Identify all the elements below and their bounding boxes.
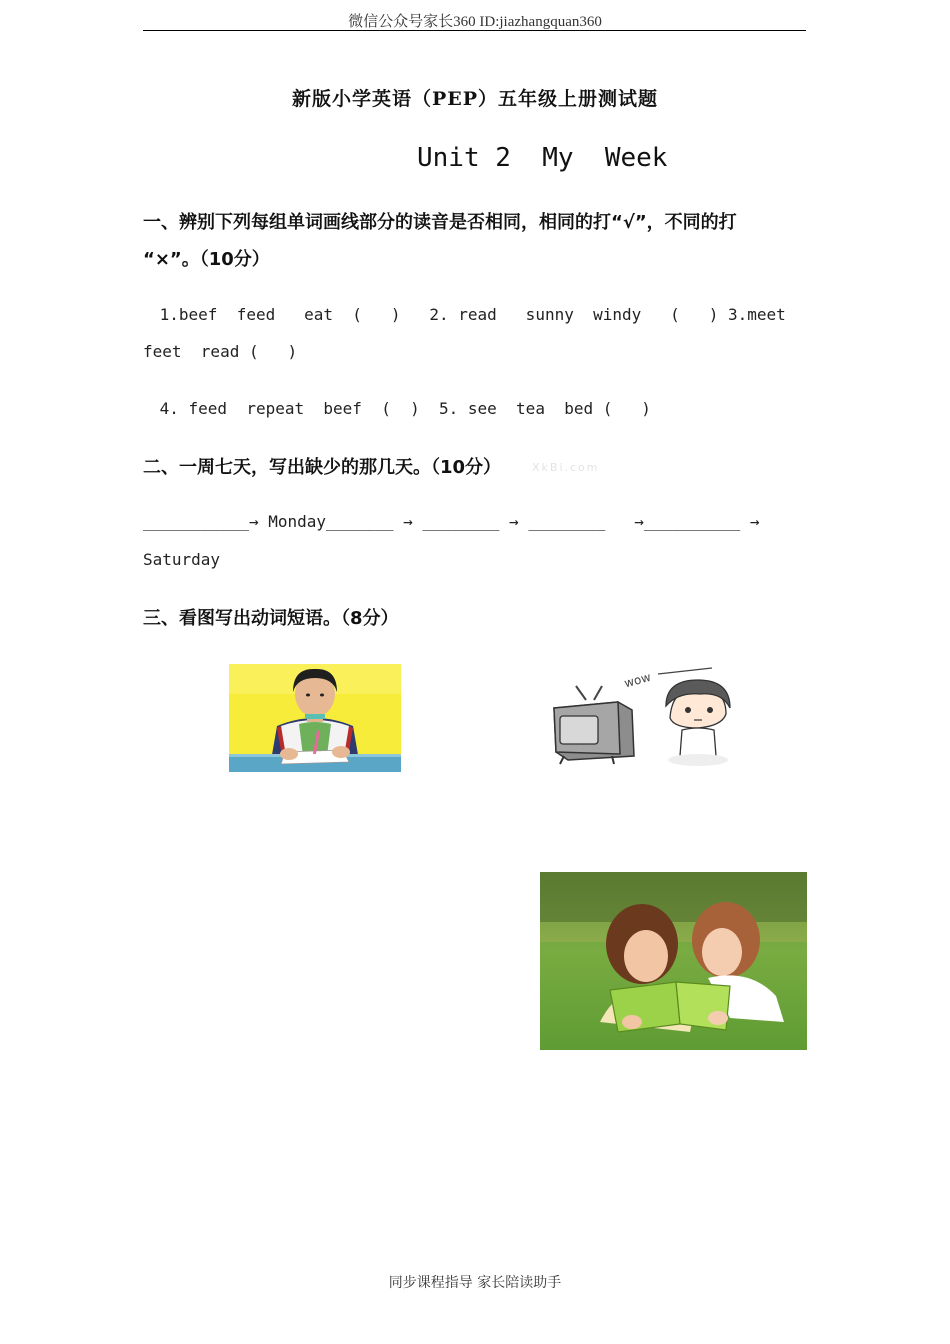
page-header: 微信公众号家长360 ID:jiazhangquan360: [348, 14, 602, 30]
section1-row1: 1.beef feed eat ( ) 2. read sunny windy ( ) 3.meet: [150, 305, 786, 324]
section2-heading: 二、一周七天，写出缺少的那几天。（10分）: [143, 457, 502, 478]
section2-saturday: Saturday: [143, 550, 221, 569]
section3-heading: 三、看图写出动词短语。（8分）: [143, 608, 399, 629]
section2-days-row: ___________→ Monday_______ → ________ → ________ →__________ →: [143, 512, 760, 531]
wow-caption: wow: [622, 669, 653, 691]
section1-row2: feet read ( ): [143, 342, 298, 361]
section1-heading-line2: “×”。（10分）: [143, 249, 270, 270]
watermark: XkBi.com: [532, 461, 600, 474]
section1-heading-line1: 一、辨别下列每组单词画线部分的读音是否相同，相同的打“√”，不同的打: [143, 212, 737, 233]
header-rule: [143, 30, 806, 31]
watching-tv-picture: [548, 660, 738, 770]
page-footer: 同步课程指导 家长陪读助手: [388, 1275, 562, 1291]
boy-writing-picture: [229, 664, 401, 772]
unit-title: Unit 2 My Week: [417, 143, 668, 173]
page-title: 新版小学英语（PEP）五年级上册测试题: [291, 88, 659, 110]
girls-reading-picture: [540, 872, 807, 1050]
section1-row3: 4. feed repeat beef ( ) 5. see tea bed ( ): [150, 399, 651, 418]
